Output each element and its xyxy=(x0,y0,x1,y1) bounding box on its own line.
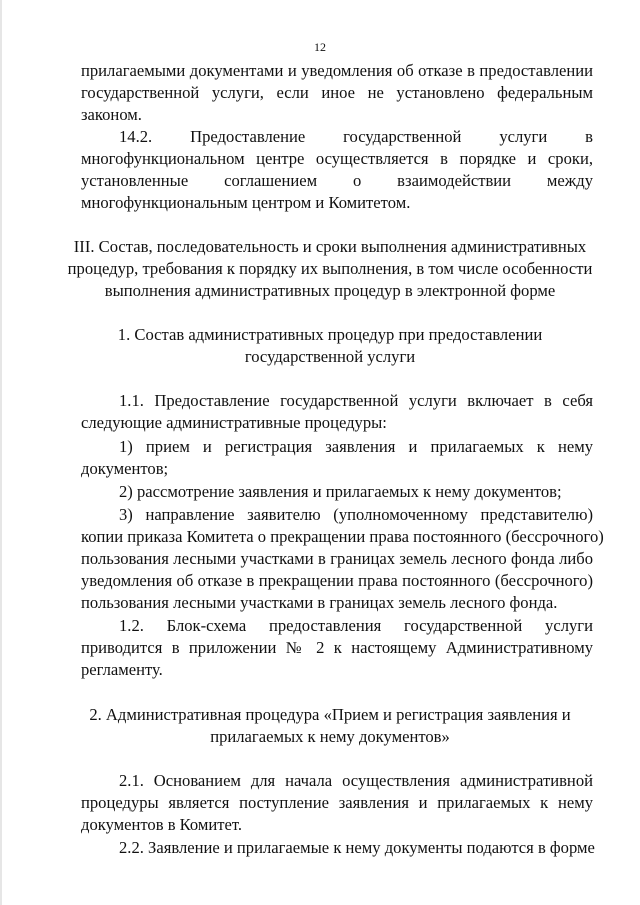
section-heading: III. Состав, последовательность и сроки выполнения административных xyxy=(73,237,587,256)
list-item: документов; xyxy=(81,459,169,478)
text-line: процедуры является поступление заявления и прилагаемых к нему xyxy=(81,793,593,812)
list-item: уведомления об отказе в прекращении права постоянного (бессрочного) xyxy=(81,571,593,590)
text-line: законом. xyxy=(81,105,142,124)
subsection-heading: 1. Состав административных процедур при предоставлении xyxy=(117,325,543,344)
subsection-heading: прилагаемых к нему документов» xyxy=(210,727,450,746)
scan-edge xyxy=(0,0,2,905)
page-number: 12 xyxy=(314,40,326,54)
text-line: 14.2. Предоставление государственной услуги в xyxy=(119,127,593,146)
section-heading: процедур, требования к порядку их выполнения, в том числе особенности xyxy=(67,259,593,278)
subsection-heading: 2. Административная процедура «Прием и регистрация заявления и xyxy=(89,705,571,724)
text-line: следующие административные процедуры: xyxy=(81,413,387,432)
text-line: многофункциональным центром и Комитетом. xyxy=(81,193,411,212)
text-line: приводится в приложении № 2 к настоящему Административному xyxy=(81,638,593,657)
subsection-heading: государственной услуги xyxy=(244,347,416,366)
list-item: 1) прием и регистрация заявления и прилагаемых к нему xyxy=(119,437,593,456)
text-line: 2.2. Заявление и прилагаемые к нему документы подаются в форме xyxy=(119,838,595,857)
text-line: установленные соглашением о взаимодействии между xyxy=(81,171,593,190)
text-line: многофункциональном центре осуществляется в порядке и сроки, xyxy=(81,149,593,168)
text-line: государственной услуги, если иное не установлено федеральным xyxy=(81,83,593,102)
text-line: прилагаемыми документами и уведомления об отказе в предоставлении xyxy=(81,61,593,80)
list-item: пользования лесными участками в границах земель лесного фонда либо xyxy=(81,549,593,568)
list-item: пользования лесными участками в границах земель лесного фонда. xyxy=(81,593,558,612)
section-heading: выполнения административных процедур в электронной форме xyxy=(104,281,556,300)
list-item: 3) направление заявителю (уполномоченному представителю) xyxy=(119,505,593,524)
list-item: 2) рассмотрение заявления и прилагаемых к нему документов; xyxy=(119,482,562,501)
text-line: 1.2. Блок-схема предоставления государственной услуги xyxy=(119,616,593,635)
text-line: документов в Комитет. xyxy=(81,815,243,834)
text-line: 2.1. Основанием для начала осуществления административной xyxy=(119,771,593,790)
list-item: копии приказа Комитета о прекращении права постоянного (бессрочного) xyxy=(81,527,604,546)
text-line: 1.1. Предоставление государственной услуги включает в себя xyxy=(119,391,593,410)
text-line: регламенту. xyxy=(81,660,163,679)
